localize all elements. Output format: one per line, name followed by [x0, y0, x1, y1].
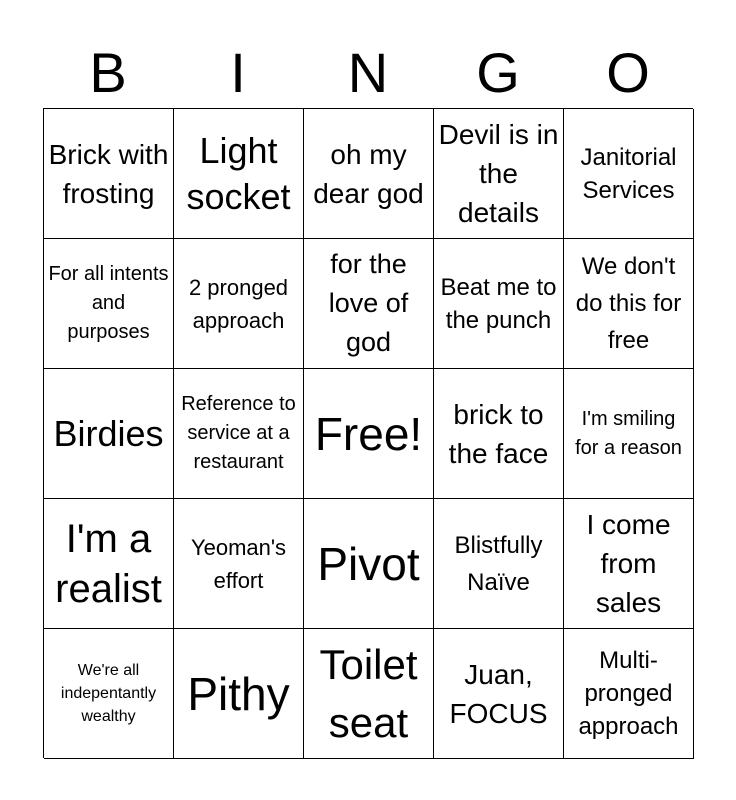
cell-text: Brick with frosting [48, 138, 169, 209]
cell-text: I come from sales [586, 509, 671, 618]
cell-text: Blistfully Naïve [454, 531, 543, 596]
cell-text: Light socket [186, 129, 291, 217]
bingo-cell-r4-c4[interactable] [434, 499, 564, 629]
cell-text: Pithy [187, 667, 290, 720]
bingo-cell-r1-c3[interactable] [304, 109, 434, 239]
cell-text: Free! [314, 407, 423, 460]
bingo-cell-r2-c1[interactable] [44, 239, 174, 369]
cell-text: Multi-pronged approach [578, 647, 679, 740]
header-letter-b: B [89, 41, 127, 104]
cell-text: 2 pronged approach [188, 274, 289, 333]
cell-text: Birdies [53, 412, 164, 454]
bingo-cell-r1-c5[interactable] [564, 109, 694, 239]
cell-text: Yeoman's effort [190, 534, 287, 593]
cell-text: Juan, FOCUS [449, 658, 548, 729]
cell-text: Toilet seat [319, 640, 418, 746]
cell-text: Devil is in the details [438, 119, 559, 228]
bingo-cell-r5-c4[interactable] [434, 629, 564, 759]
cell-text: I'm a realist [55, 516, 162, 611]
bingo-cell-r4-c3[interactable] [304, 499, 434, 629]
bingo-cell-r3-c5[interactable] [564, 369, 694, 499]
header-letter-n: N [347, 41, 389, 104]
cell-text: for the love of god [328, 249, 409, 357]
bingo-cell-r3-c3[interactable] [304, 369, 434, 499]
bingo-cell-r3-c2[interactable] [174, 369, 304, 499]
bingo-cell-r4-c5[interactable] [564, 499, 694, 629]
header-letter-g: G [476, 41, 520, 104]
cell-text: We don't do this for free [575, 253, 682, 354]
bingo-cell-r3-c4[interactable] [434, 369, 564, 499]
cell-text: Janitorial Services [580, 143, 677, 204]
bingo-cell-r5-c3[interactable] [304, 629, 434, 759]
bingo-cell-r5-c5[interactable] [564, 629, 694, 759]
cell-text: For all intents and purposes [48, 263, 169, 343]
bingo-cell-r2-c5[interactable] [564, 239, 694, 369]
bingo-cell-r2-c4[interactable] [434, 239, 564, 369]
cell-text: oh my dear god [313, 138, 424, 209]
bingo-cell-r5-c1[interactable] [44, 629, 174, 759]
cell-text: Reference to service at a restaurant [181, 393, 296, 473]
bingo-cell-r2-c3[interactable] [304, 239, 434, 369]
cell-text: Pivot [317, 537, 420, 590]
cell-text: Beat me to the punch [440, 273, 557, 334]
bingo-cell-r3-c1[interactable] [44, 369, 174, 499]
bingo-cell-r4-c1[interactable] [44, 499, 174, 629]
bingo-cell-r1-c1[interactable] [44, 109, 174, 239]
cell-text: We're all indepentantly wealthy [60, 662, 157, 725]
bingo-cell-r2-c2[interactable] [174, 239, 304, 369]
header-letter-o: O [606, 41, 650, 104]
bingo-header [43, 38, 693, 108]
header-letter-i: I [230, 41, 246, 104]
cell-text: I'm smiling for a reason [575, 407, 682, 459]
cell-text: brick to the face [448, 398, 549, 469]
bingo-cell-r5-c2[interactable] [174, 629, 304, 759]
bingo-cell-r4-c2[interactable] [174, 499, 304, 629]
bingo-cell-r1-c2[interactable] [174, 109, 304, 239]
bingo-grid [43, 108, 693, 758]
bingo-cell-r1-c4[interactable] [434, 109, 564, 239]
